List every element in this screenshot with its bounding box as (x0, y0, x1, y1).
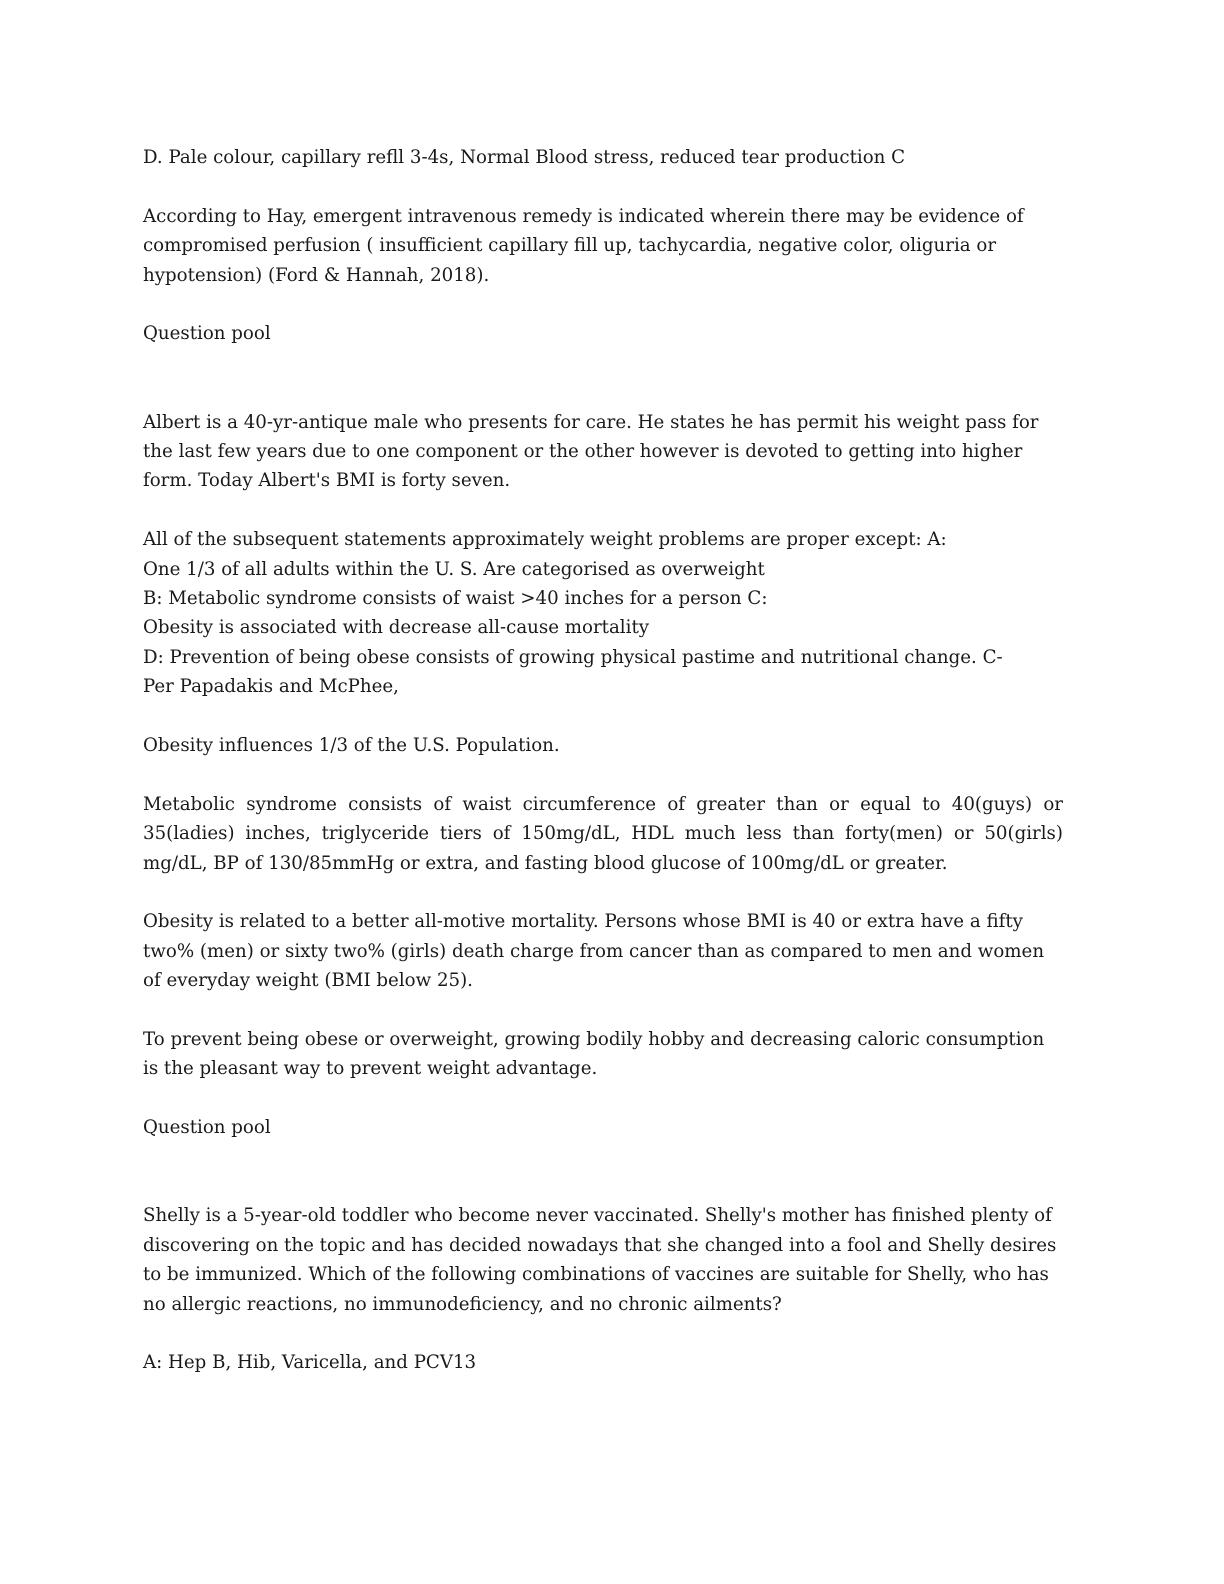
answer-options-block (143, 525, 1063, 701)
text-line: To prevent being obese or overweight, growing bodily hobby and decreasing caloric consumption (143, 1029, 1045, 1051)
section-heading-question-pool: Question pool (143, 323, 271, 345)
text-line: Obesity is associated with decrease all-cause mortality (143, 617, 650, 639)
text-line: According to Hay, emergent intravenous remedy is indicated wherein there may be evidence of (143, 205, 1024, 227)
rationale-paragraph (143, 202, 1063, 290)
text-line: of everyday weight (BMI below 25). (143, 970, 473, 992)
text-line: form. Today Albert's BMI is forty seven. (143, 470, 511, 492)
text-line: Albert is a 40-yr-antique male who presents for care. He states he has permit his weight pass for (143, 411, 1039, 433)
text-line: two% (men) or sixty two% (girls) death charge from cancer than as compared to men and women (143, 940, 1045, 962)
text-line: discovering on the topic and has decided nowadays that she changed into a fool and Shelly desires (143, 1234, 1057, 1256)
text-line: Obesity is related to a better all-motive mortality. Persons whose BMI is 40 or extra have a fifty (143, 911, 1023, 933)
prevention-paragraph (143, 1025, 1063, 1084)
text-line: 35(ladies) inches, triglyceride tiers of 150mg/dL, HDL much less than forty(men) or 50(girls) (143, 823, 1063, 845)
mortality-paragraph (143, 907, 1063, 995)
question-stem-albert (143, 408, 1063, 496)
answer-option-d: D. Pale colour, capillary refll 3-4s, Normal Blood stress, reduced tear production C (143, 147, 906, 168)
text-line: Per Papadakis and McPhee, (143, 676, 399, 698)
text-line: hypotension) (Ford & Hannah, 2018). (143, 264, 490, 286)
text-line: One 1/3 of all adults within the U. S. Are categorised as overweight (143, 558, 765, 580)
text-line: Shelly is a 5-year-old toddler who become never vaccinated. Shelly's mother has finished plenty of (143, 1205, 1052, 1227)
text-line: mg/dL, BP of 130/85mmHg or extra, and fasting blood glucose of 100mg/dL or greater. (143, 852, 948, 874)
text-line: the last few years due to one component or the other however is devoted to getting into higher (143, 441, 1023, 463)
text-line: Obesity influences 1/3 of the U.S. Population. (143, 735, 560, 757)
text-line: no allergic reactions, no immunodeficiency, and no chronic ailments? (143, 1293, 782, 1315)
document-page (143, 143, 1063, 1378)
text-line: All of the subsequent statements approximately weight problems are proper except: A: (143, 529, 947, 551)
question-stem-shelly (143, 1201, 1063, 1319)
section-heading-question-pool: Question pool (143, 1117, 271, 1139)
text-line: is the pleasant way to prevent weight advantage. (143, 1058, 598, 1080)
text-line: Metabolic syndrome consists of waist circumference of greater than or equal to 40(guys) or (143, 793, 1063, 815)
text-line: compromised perfusion ( insufficient capillary fill up, tachycardia, negative color, oliguria or (143, 235, 997, 257)
text-line: D: Prevention of being obese consists of growing physical pastime and nutritional change. C- (143, 646, 1003, 668)
metabolic-syndrome-paragraph (143, 790, 1063, 878)
text-line: to be immunized. Which of the following combinations of vaccines are suitable for Shelly, who has (143, 1264, 1049, 1286)
answer-option-a: A: Hep B, Hib, Varicella, and PCV13 (143, 1352, 477, 1374)
text-line: B: Metabolic syndrome consists of waist >40 inches for a person C: (143, 588, 768, 610)
